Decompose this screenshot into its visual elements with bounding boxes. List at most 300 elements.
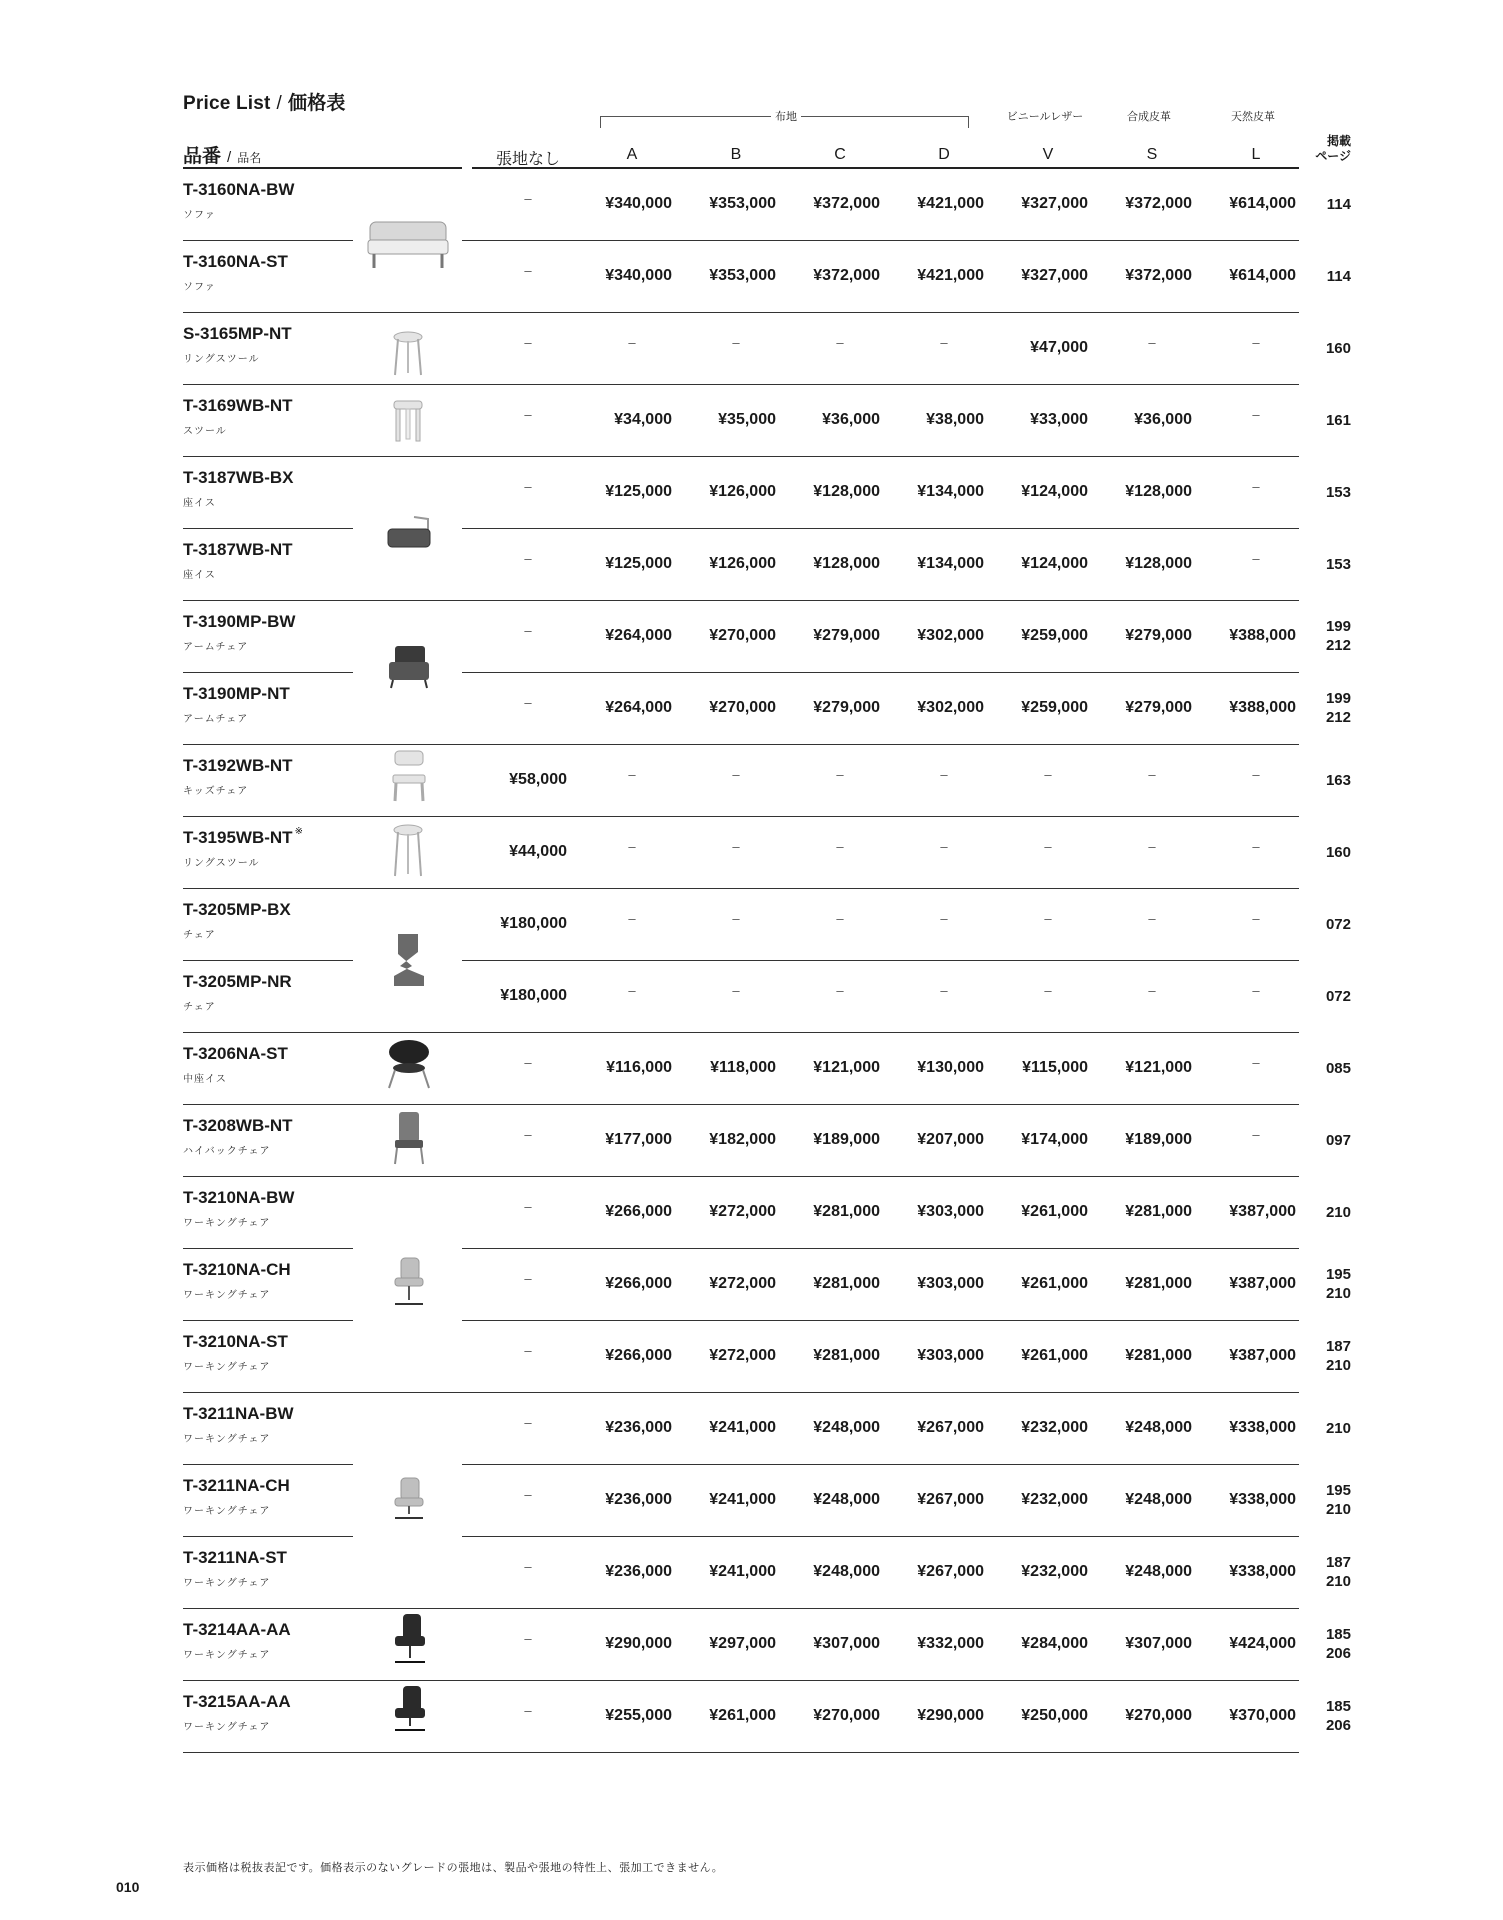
price-cell: – [524,1343,532,1358]
table-row [0,457,1503,529]
price-cell: ¥58,000 [509,771,567,788]
price-cell: ¥130,000 [917,1059,984,1076]
product-code-text: T-3206NA-ST [183,1044,288,1063]
price-cell: ¥388,000 [1229,699,1296,716]
price-cell: – [524,623,532,638]
product-code-text: T-3214AA-AA [183,1620,291,1639]
price-cell: ¥272,000 [709,1275,776,1292]
price-cell: ¥281,000 [813,1347,880,1364]
page-ref-number: 206 [1325,1717,1351,1734]
price-cell: ¥207,000 [917,1131,984,1148]
price-cell: ¥35,000 [718,411,776,428]
page-ref-number: 206 [1325,1645,1351,1662]
price-cell: ¥387,000 [1229,1275,1296,1292]
price-cell: – [524,1559,532,1574]
highback-chair-icon [389,1110,429,1166]
table-row [0,817,1503,889]
page-ref-number: 153 [1325,556,1351,573]
price-cell: – [940,911,948,926]
product-name: ソファ [183,210,216,221]
executive-chair-icon [389,1684,431,1734]
col-header-b: B [730,146,742,163]
product-code [183,900,291,920]
page-ref-number: 163 [1325,772,1351,789]
page-ref-number: 210 [1325,1357,1351,1374]
price-cell: ¥281,000 [813,1203,880,1220]
page-ref-number: 072 [1325,916,1351,933]
page-ref [1305,339,1351,358]
product-name: チェア [183,930,216,941]
group-synthetic-label: 合成皮革 [1127,111,1171,123]
product-code-text: T-3195WB-NT [183,828,293,847]
price-cell: – [1252,407,1260,422]
product-code-text: T-3215AA-AA [183,1692,291,1711]
product-name: ワーキングチェア [183,1722,271,1733]
price-cell: ¥372,000 [1125,195,1192,212]
price-cell: – [524,335,532,350]
price-cell: ¥177,000 [605,1131,672,1148]
page-ref-number: 210 [1325,1501,1351,1518]
price-cell: ¥370,000 [1229,1707,1296,1724]
ring-stool-icon [390,822,428,878]
product-name: 座イス [183,570,216,581]
table-row [0,385,1503,457]
price-cell: – [1044,839,1052,854]
page-ref-number: 185 [1325,1626,1351,1643]
price-cell: ¥270,000 [1125,1707,1192,1724]
product-code-text: T-3211NA-CH [183,1476,290,1495]
price-cell: ¥180,000 [500,987,567,1004]
product-code-text: T-3205MP-BX [183,900,291,919]
table-row [0,529,1503,601]
price-cell: – [1148,983,1156,998]
price-cell: ¥270,000 [709,699,776,716]
page-ref-number: 187 [1325,1338,1351,1355]
price-cell: ¥303,000 [917,1275,984,1292]
table-row [0,1321,1503,1393]
product-code [183,468,294,488]
table-row [0,1681,1503,1753]
table-row [0,961,1503,1033]
price-cell: ¥248,000 [1125,1419,1192,1436]
table-row [0,1105,1503,1177]
price-cell: – [1044,767,1052,782]
page-ref-number: 185 [1325,1698,1351,1715]
page-ref [1305,1337,1351,1375]
page-ref [1305,483,1351,502]
price-cell: – [732,983,740,998]
col-header-c: C [834,146,846,163]
product-code-text: T-3190MP-BW [183,612,296,631]
product-code [183,972,292,992]
product-code-text: T-3211NA-ST [183,1548,287,1567]
row-divider [183,1752,1299,1753]
price-cell: – [524,407,532,422]
price-cell: ¥281,000 [1125,1347,1192,1364]
product-code [183,1404,294,1424]
price-cell: ¥241,000 [709,1491,776,1508]
price-cell: ¥248,000 [813,1491,880,1508]
page-ref-number: 153 [1325,484,1351,501]
price-cell: ¥281,000 [1125,1203,1192,1220]
price-cell: – [940,767,948,782]
price-cell: – [1148,335,1156,350]
table-row [0,1609,1503,1681]
price-cell: ¥307,000 [1125,1635,1192,1652]
price-cell: ¥126,000 [709,483,776,500]
price-cell: ¥302,000 [917,699,984,716]
table-row [0,169,1503,241]
price-cell: ¥279,000 [1125,699,1192,716]
col-header-a: A [626,146,638,163]
price-cell: ¥261,000 [709,1707,776,1724]
product-code-text: T-3160NA-BW [183,180,295,199]
price-cell: – [1252,1055,1260,1070]
page-ref [1305,915,1351,934]
price-cell: ¥236,000 [605,1419,672,1436]
price-cell: ¥36,000 [1134,411,1192,428]
page-ref-number: 187 [1325,1554,1351,1571]
kids-chair-icon [389,749,429,803]
page-ref-number: 161 [1325,412,1351,429]
price-cell: – [1252,1127,1260,1142]
price-cell: ¥279,000 [813,699,880,716]
col-header-v: V [1042,146,1054,163]
product-name: ワーキングチェア [183,1218,271,1229]
price-cell: – [836,335,844,350]
product-code-text: T-3169WB-NT [183,396,293,415]
product-name: ワーキングチェア [183,1434,271,1445]
product-code [183,396,293,416]
price-cell: ¥125,000 [605,555,672,572]
footnote: 表示価格は税抜表記です。価格表示のないグレードの張地は、製品や張地の特性上、張加工できません。 [183,1862,724,1874]
page-ref [1305,1553,1351,1591]
product-name: 座イス [183,498,216,509]
price-cell: ¥272,000 [709,1347,776,1364]
price-cell: ¥232,000 [1021,1491,1088,1508]
price-cell: ¥241,000 [709,1563,776,1580]
page-ref [1305,267,1351,286]
price-cell: ¥255,000 [605,1707,672,1724]
product-code-text: T-3192WB-NT [183,756,293,775]
product-code-text: T-3210NA-BW [183,1188,295,1207]
price-cell: ¥353,000 [709,267,776,284]
product-name: ソファ [183,282,216,293]
price-cell: ¥124,000 [1021,555,1088,572]
price-cell: ¥266,000 [605,1347,672,1364]
price-cell: ¥116,000 [606,1059,672,1076]
zigzag-chair-icon [388,932,430,988]
title-separator: / [276,93,283,114]
page-ref-number: 212 [1325,709,1351,726]
price-cell: ¥128,000 [813,483,880,500]
price-cell: – [524,1631,532,1646]
price-cell: ¥338,000 [1229,1563,1296,1580]
price-cell: ¥372,000 [1125,267,1192,284]
price-cell: ¥124,000 [1021,483,1088,500]
price-cell: – [628,983,636,998]
product-code-text: S-3165MP-NT [183,324,292,343]
page-ref-number: 085 [1325,1060,1351,1077]
price-cell: ¥303,000 [917,1347,984,1364]
price-cell: ¥250,000 [1021,1707,1088,1724]
price-cell: ¥340,000 [605,195,672,212]
product-code-text: T-3187WB-BX [183,468,294,487]
product-code-text: T-3160NA-ST [183,252,288,271]
price-cell: ¥327,000 [1021,195,1088,212]
page-ref [1305,1697,1351,1735]
price-cell: – [836,983,844,998]
table-row [0,601,1503,673]
price-cell: ¥353,000 [709,195,776,212]
price-cell: ¥33,000 [1030,411,1088,428]
price-cell: ¥284,000 [1021,1635,1088,1652]
office-chair-icon [389,1476,429,1522]
product-code [183,252,288,272]
product-name: キッズチェア [183,786,249,797]
price-cell: – [1044,911,1052,926]
price-cell: – [940,983,948,998]
page-ref [1305,1265,1351,1303]
price-cell: ¥232,000 [1021,1419,1088,1436]
product-code [183,324,292,344]
product-name: ハイバックチェア [183,1146,271,1157]
price-cell: ¥267,000 [917,1491,984,1508]
price-cell: ¥126,000 [709,555,776,572]
page-ref-number: 212 [1325,637,1351,654]
price-cell: ¥261,000 [1021,1347,1088,1364]
product-code [183,1260,291,1280]
price-cell: ¥36,000 [822,411,880,428]
price-cell: ¥128,000 [1125,555,1192,572]
product-code [183,540,293,560]
product-code [183,1044,288,1064]
price-cell: ¥261,000 [1021,1203,1088,1220]
price-cell: ¥34,000 [614,411,672,428]
table-row [0,673,1503,745]
group-vinyl-label: ビニールレザー [1006,111,1084,123]
table-row [0,1393,1503,1465]
product-name: リングスツール [183,858,260,869]
page-ref-number: 210 [1325,1204,1351,1221]
product-code-text: T-3211NA-BW [183,1404,294,1423]
product-name: ワーキングチェア [183,1506,271,1517]
title-jp: 価格表 [288,93,346,114]
price-cell: ¥281,000 [1125,1275,1192,1292]
price-cell: – [524,263,532,278]
page-ref-number: 210 [1325,1285,1351,1302]
price-cell: – [628,911,636,926]
executive-chair-icon [389,1612,431,1666]
price-cell: – [524,551,532,566]
price-cell: – [524,1703,532,1718]
product-code [183,756,293,776]
price-cell: ¥241,000 [709,1419,776,1436]
price-cell: ¥236,000 [605,1491,672,1508]
price-cell: ¥332,000 [917,1635,984,1652]
price-cell: ¥264,000 [605,627,672,644]
page-ref [1305,987,1351,1006]
price-cell: ¥266,000 [605,1203,672,1220]
price-cell: ¥272,000 [709,1203,776,1220]
price-cell: ¥248,000 [1125,1491,1192,1508]
product-code-text: T-3190MP-NT [183,684,290,703]
price-cell: ¥189,000 [1125,1131,1192,1148]
table-row [0,313,1503,385]
price-cell: – [732,911,740,926]
page-ref [1305,1203,1351,1222]
ring-stool-icon [390,329,426,377]
col-header-d: D [938,146,950,163]
product-code-mark: ※ [294,826,303,837]
price-cell: – [1252,983,1260,998]
price-cell: ¥47,000 [1030,339,1088,356]
page-ref-number: 195 [1325,1482,1351,1499]
header-separator: / [227,149,232,166]
price-cell: ¥125,000 [605,483,672,500]
product-name: チェア [183,1002,216,1013]
price-cell: – [836,839,844,854]
price-cell: ¥614,000 [1229,267,1296,284]
price-cell: ¥44,000 [509,843,567,860]
page-ref-number: 160 [1325,844,1351,861]
price-cell: – [524,695,532,710]
page-ref [1305,1419,1351,1438]
price-cell: ¥264,000 [605,699,672,716]
price-cell: ¥182,000 [709,1131,776,1148]
price-cell: ¥261,000 [1021,1275,1088,1292]
price-cell: – [836,767,844,782]
product-name: アームチェア [183,642,249,653]
price-cell: ¥121,000 [1125,1059,1192,1076]
price-cell: ¥421,000 [917,195,984,212]
price-cell: ¥115,000 [1022,1059,1088,1076]
price-cell: – [1148,767,1156,782]
table-row [0,1177,1503,1249]
price-cell: – [1148,911,1156,926]
office-chair-icon [389,1256,429,1308]
price-cell: ¥421,000 [917,267,984,284]
product-code-text: T-3208WB-NT [183,1116,293,1135]
page-ref [1305,411,1351,430]
price-cell: ¥281,000 [813,1275,880,1292]
page-ref [1305,689,1351,727]
product-code [183,1116,293,1136]
product-code-text: T-3187WB-NT [183,540,293,559]
col-header-none: 張地なし [495,151,560,168]
product-name: アームチェア [183,714,249,725]
table-row [0,1033,1503,1105]
price-cell: – [1252,479,1260,494]
page-ref-number: 114 [1326,196,1351,213]
price-cell: ¥259,000 [1021,699,1088,716]
price-cell: ¥128,000 [1125,483,1192,500]
price-cell: ¥279,000 [813,627,880,644]
price-cell: – [524,1127,532,1142]
product-code [183,1332,288,1352]
product-name: ワーキングチェア [183,1650,271,1661]
price-cell: – [1044,983,1052,998]
page-ref [1305,195,1351,214]
page-ref-number: 072 [1325,988,1351,1005]
table-row [0,1537,1503,1609]
price-cell: ¥174,000 [1021,1131,1088,1148]
price-cell: ¥302,000 [917,627,984,644]
product-code [183,1620,291,1640]
price-cell: ¥248,000 [1125,1563,1192,1580]
product-name: ワーキングチェア [183,1578,271,1589]
page-ref [1305,843,1351,862]
price-cell: ¥121,000 [813,1059,880,1076]
price-cell: ¥128,000 [813,555,880,572]
price-cell: ¥259,000 [1021,627,1088,644]
title-en: Price List [183,93,271,114]
col-header-page [1307,134,1351,164]
page-ref-number: 160 [1325,340,1351,357]
page-ref-number: 195 [1325,1266,1351,1283]
price-cell: ¥270,000 [709,627,776,644]
page-ref [1305,1481,1351,1519]
table-row [0,745,1503,817]
product-code-text: T-3210NA-CH [183,1260,291,1279]
product-name: リングスツール [183,354,260,365]
price-cell: ¥338,000 [1229,1419,1296,1436]
price-cell: ¥134,000 [917,555,984,572]
price-cell: – [732,335,740,350]
price-cell: ¥232,000 [1021,1563,1088,1580]
price-cell: – [940,335,948,350]
col-header-page-line2: ページ [1315,149,1351,163]
col-header-l: L [1251,146,1261,163]
product-code [183,828,303,848]
page-ref-number: 210 [1325,1573,1351,1590]
price-cell: – [524,1055,532,1070]
page-ref [1305,555,1351,574]
product-code [183,612,295,632]
price-cell: – [628,335,636,350]
price-cell: ¥372,000 [813,195,880,212]
page-ref-number: 210 [1325,1420,1351,1437]
price-cell: ¥266,000 [605,1275,672,1292]
price-cell: – [1252,551,1260,566]
price-cell: ¥387,000 [1229,1203,1296,1220]
col-header-s: S [1146,146,1158,163]
price-cell: – [524,479,532,494]
product-code [183,180,294,200]
product-name: 中座イス [183,1074,227,1085]
armchair-icon [385,644,433,690]
page-ref [1305,1131,1351,1150]
price-cell: ¥327,000 [1021,267,1088,284]
lounge-chair-icon [385,1038,433,1090]
page-ref [1305,771,1351,790]
price-cell: ¥307,000 [813,1635,880,1652]
product-name: スツール [183,426,227,437]
price-cell: – [524,1415,532,1430]
product-code-label: 品番 [183,146,222,167]
product-code [183,1548,287,1568]
product-code [183,1692,291,1712]
price-cell: ¥372,000 [813,267,880,284]
group-natural-label: 天然皮革 [1231,111,1275,123]
table-row [0,889,1503,961]
page-number: 010 [116,1879,140,1895]
price-cell: ¥236,000 [605,1563,672,1580]
product-code-text: T-3210NA-ST [183,1332,288,1351]
price-cell: ¥267,000 [917,1419,984,1436]
product-code [183,1188,294,1208]
price-cell: – [1252,335,1260,350]
